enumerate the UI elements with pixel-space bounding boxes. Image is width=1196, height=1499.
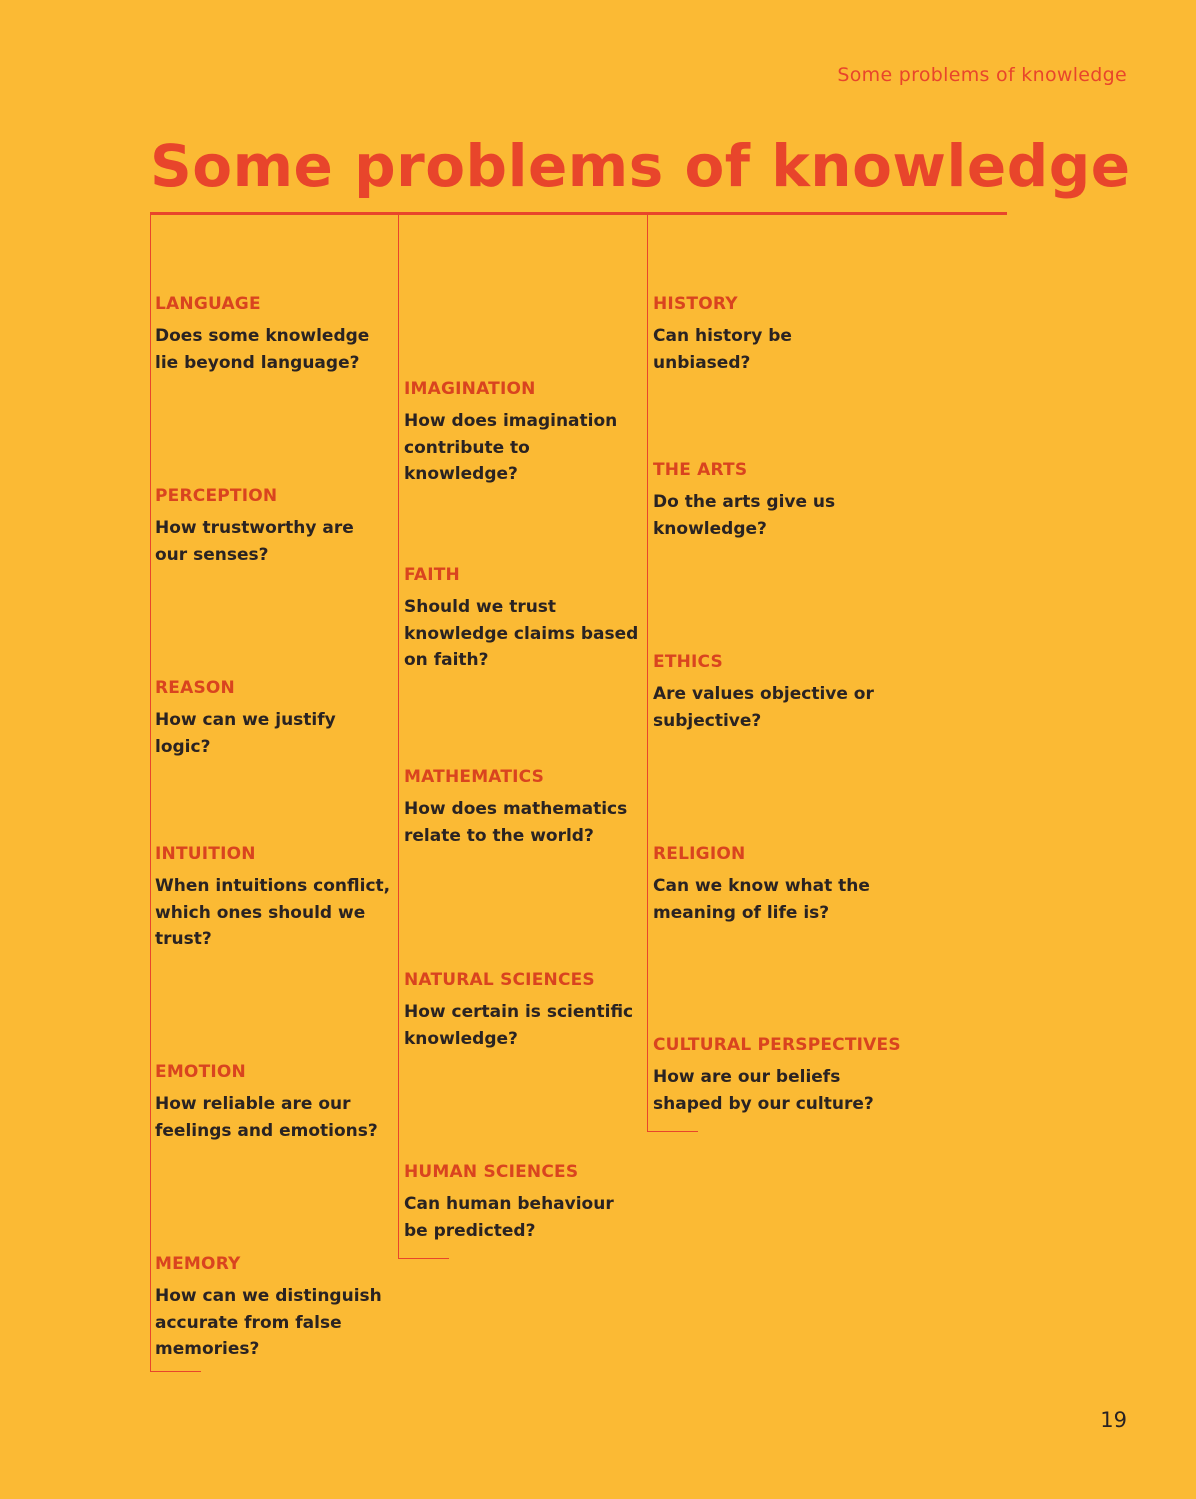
topic-question: When intuitions conflict, which ones should we trust?	[155, 876, 391, 949]
topic-cultural-perspectives	[653, 1034, 901, 1117]
topic-emotion	[155, 1061, 391, 1144]
topic-question: Do the arts give us knowledge?	[653, 492, 836, 539]
topic-heading: ETHICS	[653, 652, 723, 672]
topic-heading: MEMORY	[155, 1254, 241, 1274]
topic-memory	[155, 1253, 391, 1363]
topic-heading: CULTURAL PERSPECTIVES	[653, 1035, 901, 1055]
topic-heading: RELIGION	[653, 844, 746, 864]
topic-human-sciences	[404, 1161, 640, 1244]
topic-mathematics	[404, 766, 640, 849]
topic-question: How are our beliefs shaped by our culture?	[653, 1067, 874, 1114]
running-head: Some problems of knowledge	[837, 64, 1127, 86]
topic-heading: THE ARTS	[653, 460, 748, 480]
topic-heading: FAITH	[404, 565, 460, 585]
topic-heading: LANGUAGE	[155, 294, 261, 314]
topic-ethics	[653, 651, 889, 734]
topic-question: How trustworthy are our senses?	[155, 518, 354, 565]
topic-question: Can history be unbiased?	[653, 326, 792, 373]
topic-heading: MATHEMATICS	[404, 767, 545, 787]
topic-heading: IMAGINATION	[404, 379, 536, 399]
topic-question: How can we justify logic?	[155, 710, 336, 757]
column-3-foot	[647, 1131, 698, 1132]
topic-question: Can we know what the meaning of life is?	[653, 876, 870, 923]
topic-question: How can we distinguish accurate from false memories?	[155, 1286, 382, 1359]
topic-intuition	[155, 843, 391, 953]
topic-language	[155, 293, 391, 376]
topic-heading: HISTORY	[653, 294, 738, 314]
topic-question: Are values objective or subjective?	[653, 684, 874, 731]
topic-reason	[155, 677, 391, 760]
column-1-foot	[150, 1371, 201, 1372]
topic-question: How does mathematics relate to the world?	[404, 799, 628, 846]
topic-history	[653, 293, 889, 376]
topic-natural-sciences	[404, 969, 640, 1052]
topic-perception	[155, 485, 391, 568]
topic-question: Can human behaviour be predicted?	[404, 1194, 614, 1241]
topic-heading: NATURAL SCIENCES	[404, 970, 595, 990]
column-2-foot	[398, 1258, 449, 1259]
topic-faith	[404, 564, 640, 674]
page-title: Some problems of knowledge	[150, 132, 1131, 200]
topic-heading: EMOTION	[155, 1062, 246, 1082]
column-3-rule	[647, 215, 648, 1132]
topic-question: Does some knowledge lie beyond language?	[155, 326, 370, 373]
column-1-rule	[150, 215, 151, 1372]
topic-the-arts	[653, 459, 889, 542]
column-2-rule	[398, 215, 399, 1259]
title-underline	[150, 212, 1007, 215]
topic-heading: HUMAN SCIENCES	[404, 1162, 579, 1182]
topic-question: How reliable are our feelings and emotions?	[155, 1094, 378, 1141]
topic-heading: REASON	[155, 678, 235, 698]
page-number: 19	[1100, 1408, 1127, 1432]
topic-heading: INTUITION	[155, 844, 256, 864]
topic-imagination	[404, 378, 640, 488]
topic-heading: PERCEPTION	[155, 486, 278, 506]
topic-question: How certain is scientific knowledge?	[404, 1002, 634, 1049]
topic-question: Should we trust knowledge claims based on faith?	[404, 597, 639, 670]
topic-religion	[653, 843, 889, 926]
topic-question: How does imagination contribute to knowledge?	[404, 411, 618, 484]
